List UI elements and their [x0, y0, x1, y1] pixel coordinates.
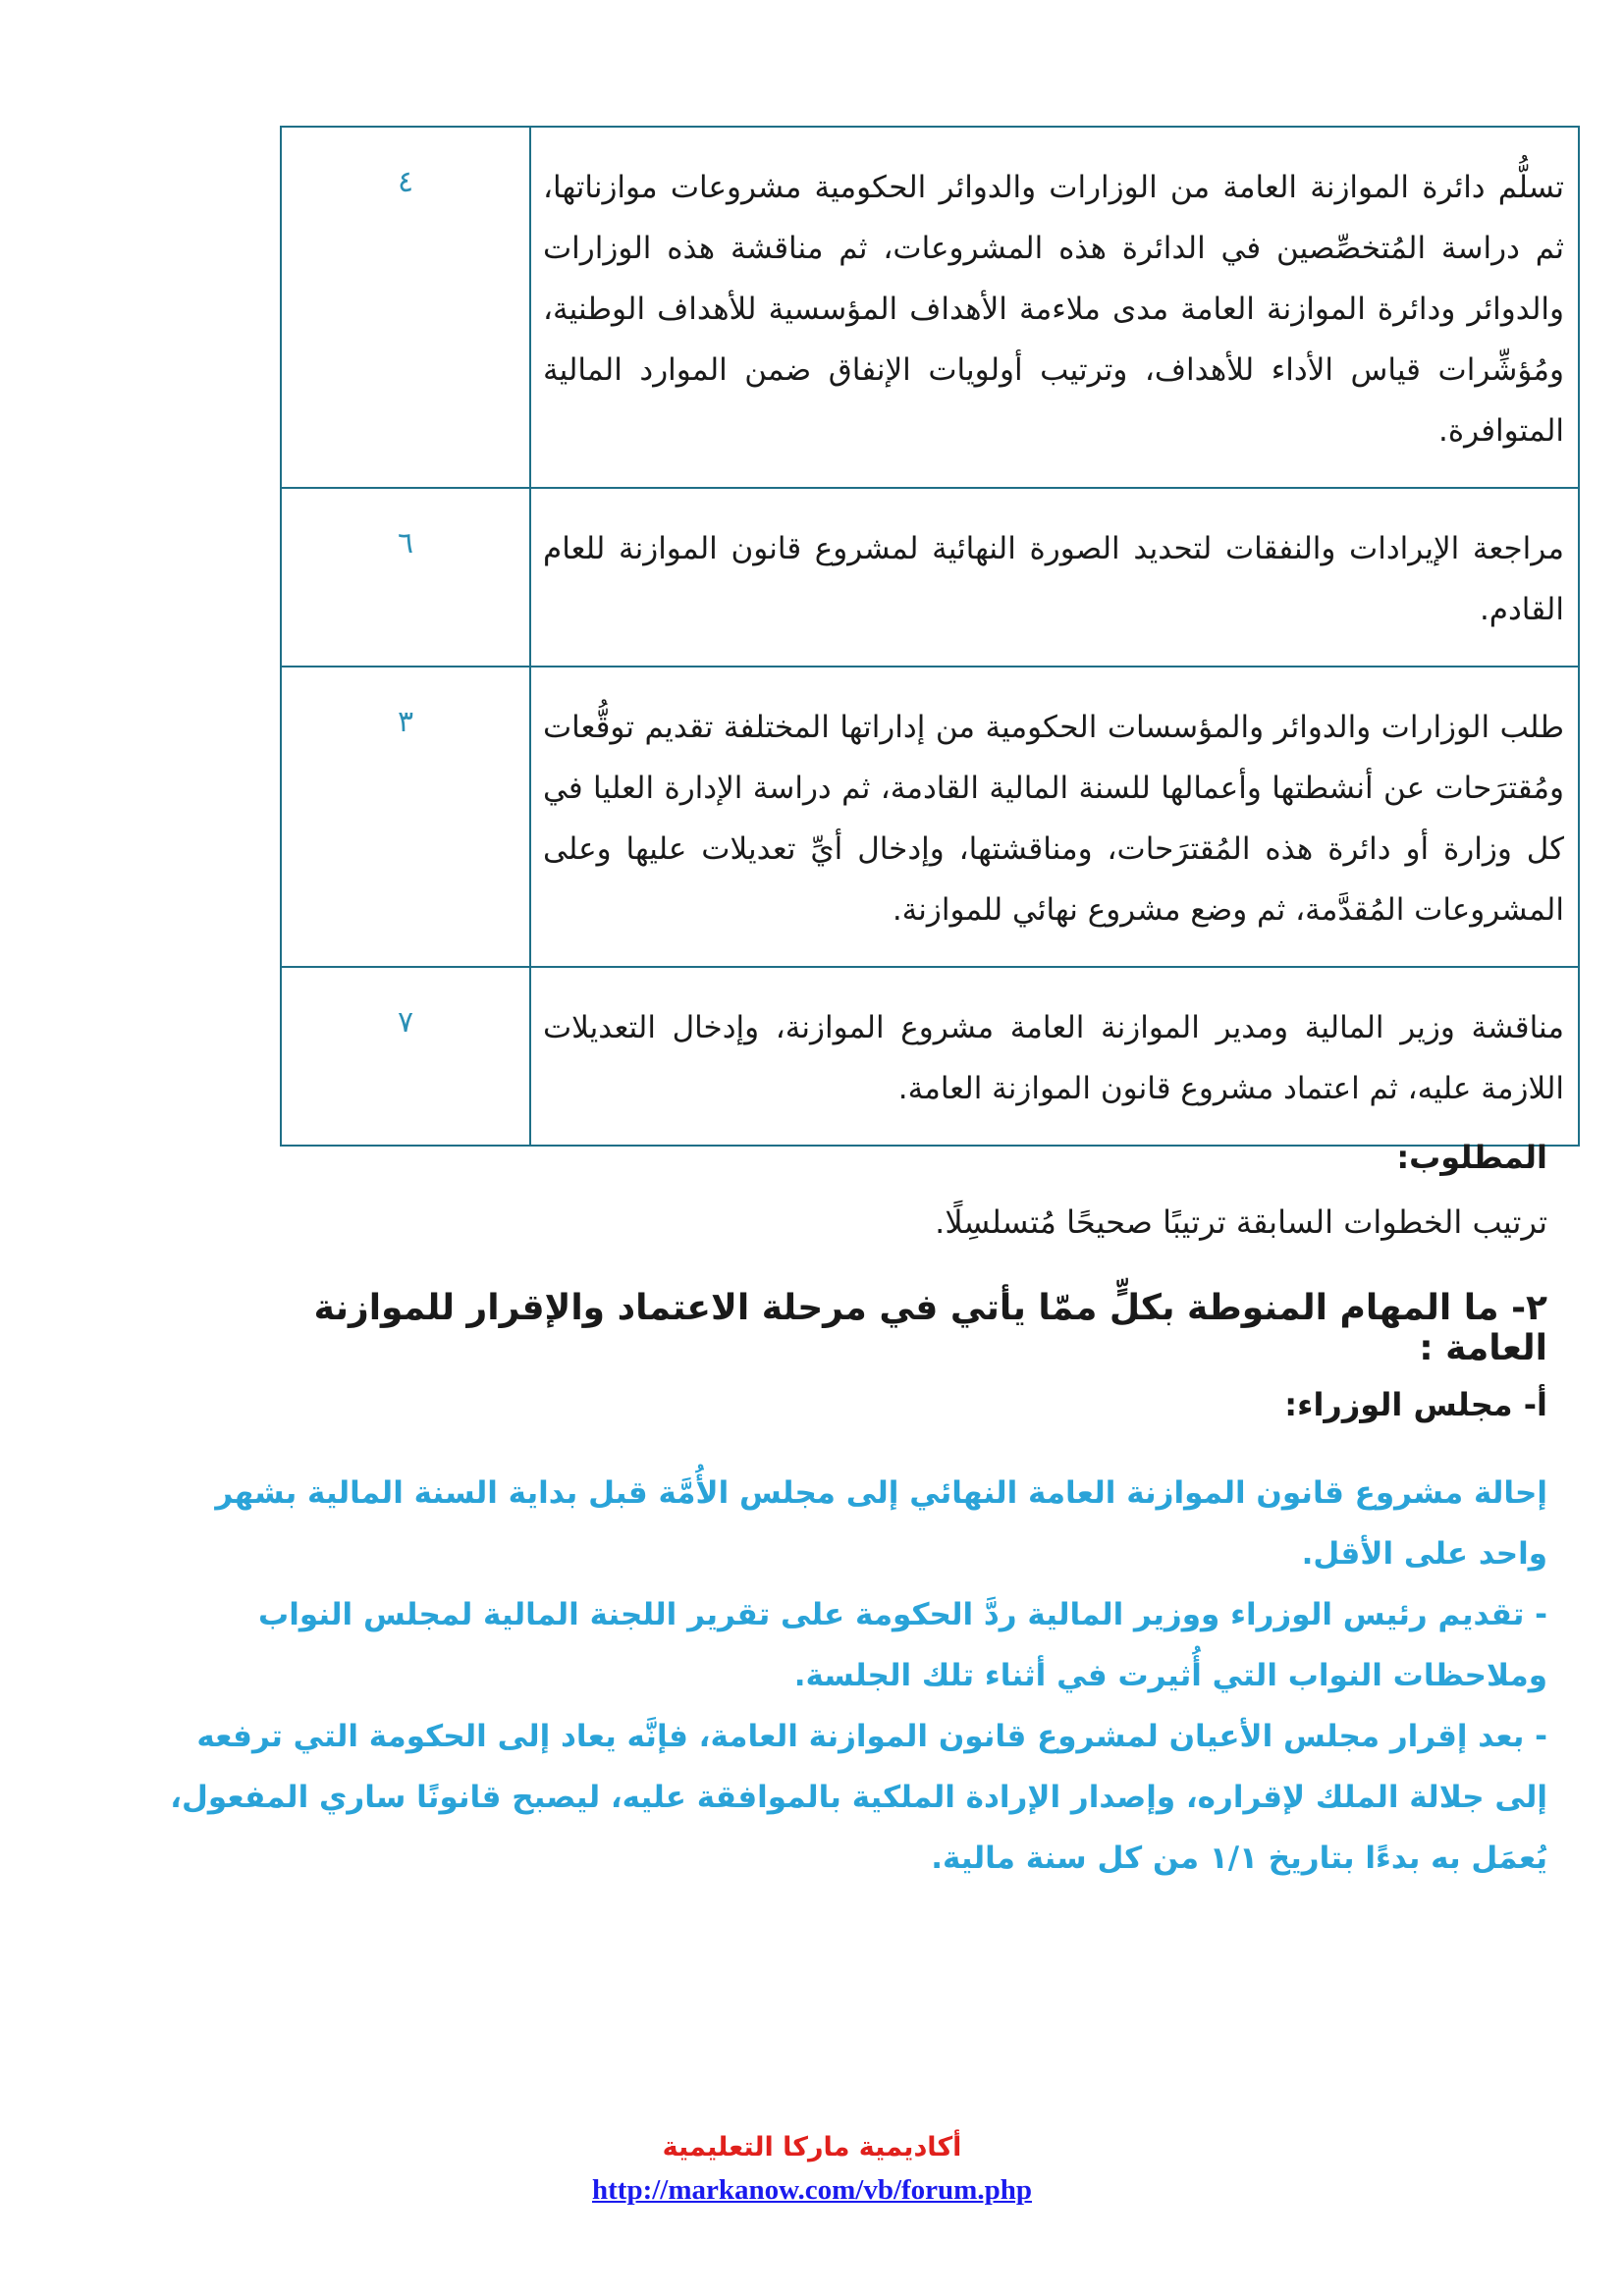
answer-block: [153, 1463, 1547, 1889]
answer-paragraph: - بعد إقرار مجلس الأعيان لمشروع قانون الموازنة العامة، فإنَّه يعاد إلى الحكومة التي ترفعه إلى جلالة الملك لإقراره، وإصدار الإرادة الملكية بالموافقة عليه، ليصبح قانونًا ساري المفعول، يُعمَل به بدءًا بتاريخ ١/١ من كل سنة مالية.: [170, 1719, 1547, 1876]
step-number: ٤: [281, 127, 530, 488]
step-text: مراجعة الإيرادات والنفقات لتحديد الصورة النهائية لمشروع قانون الموازنة للعام القادم.: [530, 488, 1579, 667]
table-row: [281, 488, 1579, 667]
step-text: مناقشة وزير المالية ومدير الموازنة العامة مشروع الموازنة، وإدخال التعديلات اللازمة عليه، ثم اعتماد مشروع قانون الموازنة العامة.: [530, 967, 1579, 1146]
table-row: [281, 127, 1579, 488]
table-row: [281, 667, 1579, 967]
forum-link[interactable]: http://markanow.com/vb/forum.php: [592, 2174, 1032, 2206]
question-heading: ٢- ما المهام المنوطة بكلٍّ ممّا يأتي في مرحلة الاعتماد والإقرار للموازنة العامة :: [313, 1288, 1547, 1368]
sub-heading: أ- مجلس الوزراء:: [1284, 1386, 1547, 1423]
step-text: تسلُّم دائرة الموازنة العامة من الوزارات والدوائر الحكومية مشروعات موازناتها، ثم دراسة المُتخصِّصين في الدائرة هذه المشروعات، ثم مناقشة هذه الوزارات والدوائر ودائرة الموازنة العامة مدى ملاءمة الأهداف المؤسسية للأهداف الوطنية، ومُؤشِّرات قياس الأداء للأهداف، وترتيب أولويات الإنفاق ضمن الموارد المالية المتوافرة.: [530, 127, 1579, 488]
footer-academy-name: أكاديمية ماركا التعليمية: [662, 2132, 962, 2163]
answer-paragraph: - تقديم رئيس الوزراء ووزير المالية ردَّ الحكومة على تقرير اللجنة المالية لمجلس النواب وملاحظات النواب التي أُثيرت في أثناء تلك الجلسة.: [258, 1597, 1547, 1693]
answer-paragraph: إحالة مشروع قانون الموازنة العامة النهائي إلى مجلس الأُمَّة قبل بداية السنة المالية بشهر واحد على الأقل.: [215, 1475, 1547, 1572]
step-number: ٦: [281, 488, 530, 667]
step-text: طلب الوزارات والدوائر والمؤسسات الحكومية من إداراتها المختلفة تقديم توقُّعات ومُقترَحات عن أنشطتها وأعمالها للسنة المالية القادمة، ثم دراسة الإدارة العليا في كل وزارة أو دائرة هذه المُقترَحات، ومناقشتها، وإدخال أيِّ تعديلات عليها وعلى المشروعات المُقدَّمة، ثم وضع مشروع نهائي للموازنة.: [530, 667, 1579, 967]
step-number: ٧: [281, 967, 530, 1146]
footer-link-wrapper: [0, 2174, 1624, 2207]
required-label: المطلوب:: [1396, 1139, 1547, 1176]
step-number: ٣: [281, 667, 530, 967]
required-text: ترتيب الخطوات السابقة ترتيبًا صحيحًا مُتسلسِلًا.: [935, 1203, 1547, 1241]
table-row: [281, 967, 1579, 1146]
steps-table: [280, 126, 1580, 1147]
